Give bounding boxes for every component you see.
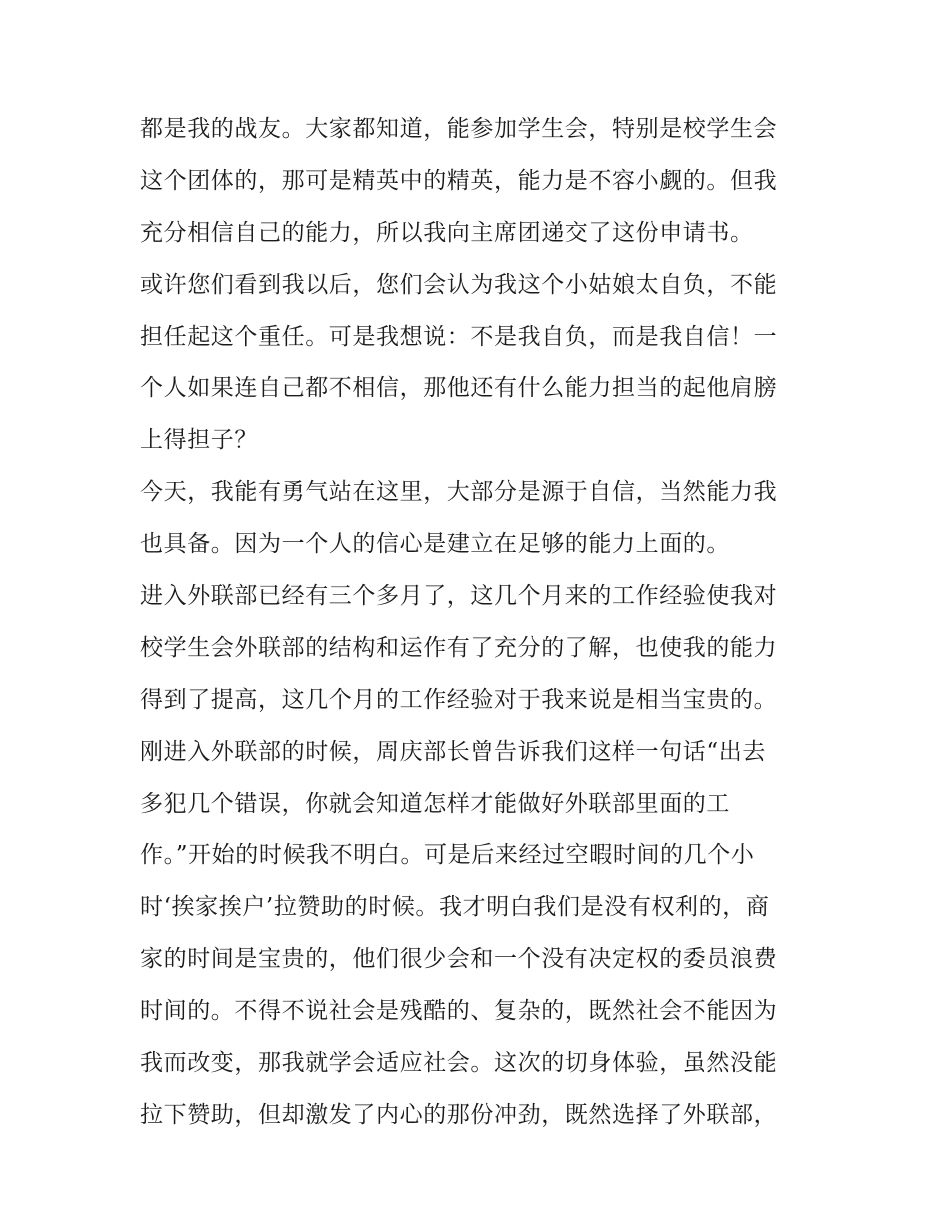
text-line: 都是我的战友。大家都知道，能参加学生会，特别是校学生会 bbox=[140, 116, 778, 142]
text-line: 校学生会外联部的结构和运作有了充分的了解，也使我的能力 bbox=[140, 634, 778, 661]
text-line: 时‘挨家挨户’拉赞助的时候。我才明白我们是没有权利的，商 bbox=[140, 894, 770, 921]
text-line: 刚进入外联部的时候，周庆部长曾告诉我们这样一句话“出去 bbox=[140, 738, 766, 765]
text-line: 作。”开始的时候我不明白。可是后来经过空暇时间的几个小 bbox=[140, 842, 755, 869]
text-line: 家的时间是宝贵的，他们很少会和一个没有决定权的委员浪费 bbox=[140, 946, 778, 973]
text-line: 充分相信自己的能力，所以我向主席团递交了这份申请书。 bbox=[140, 219, 754, 246]
text-line: 进入外联部已经有三个多月了，这几个月来的工作经验使我对 bbox=[140, 583, 778, 610]
text-line: 我而改变，那我就学会适应社会。这次的切身体验，虽然没能 bbox=[140, 1050, 778, 1077]
text-line: 多犯几个错误，你就会知道怎样才能做好外联部里面的工 bbox=[140, 790, 730, 817]
text-line: 或许您们看到我以后，您们会认为我这个小姑娘太自负，不能 bbox=[140, 271, 778, 298]
text-line: 这个团体的，那可是精英中的精英，能力是不容小觑的。但我 bbox=[140, 167, 778, 194]
body-text bbox=[140, 104, 820, 1142]
text-line: 今天，我能有勇气站在这里，大部分是源于自信，当然能力我 bbox=[140, 479, 778, 506]
text-line: 时间的。不得不说社会是残酷的、复杂的，既然社会不能因为 bbox=[140, 998, 778, 1025]
text-line: 个人如果连自己都不相信，那他还有什么能力担当的起他肩膀 bbox=[140, 375, 778, 402]
text-line: 上得担子？ bbox=[140, 427, 258, 454]
text-line: 拉下赞助，但却激发了内心的那份冲劲，既然选择了外联部， bbox=[140, 1101, 778, 1128]
text-line: 担任起这个重任。可是我想说：不是我自负，而是我自信！一 bbox=[140, 323, 778, 350]
text-line: 也具备。因为一个人的信心是建立在足够的能力上面的。 bbox=[140, 531, 730, 558]
text-line: 得到了提高，这几个月的工作经验对于我来说是相当宝贵的。 bbox=[140, 686, 778, 713]
